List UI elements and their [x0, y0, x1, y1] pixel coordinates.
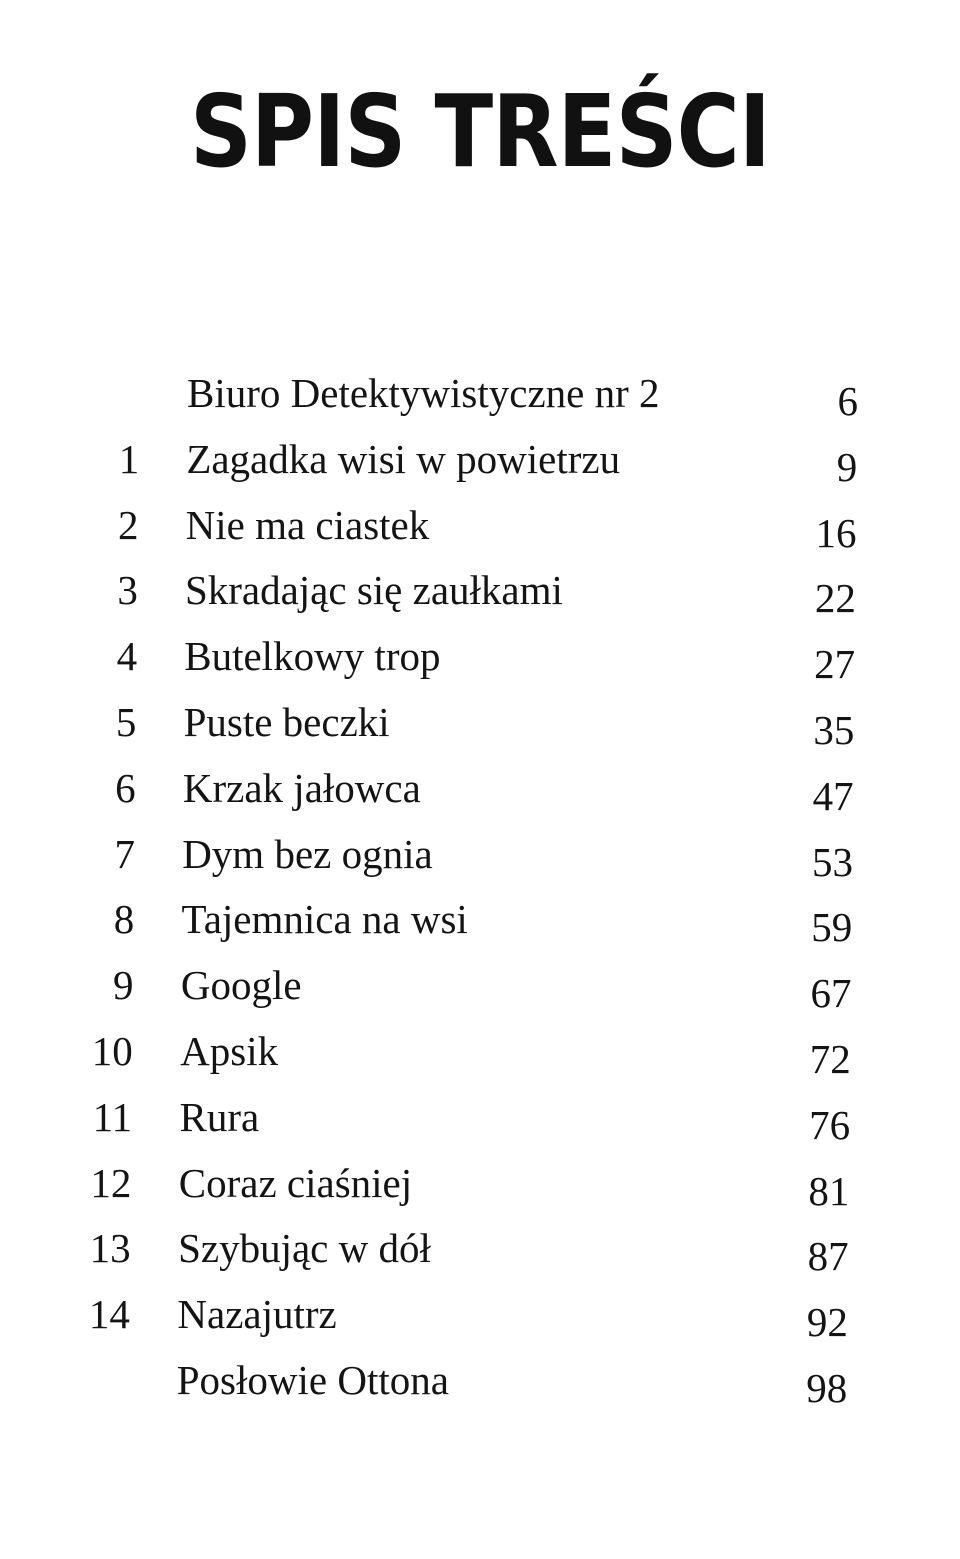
chapter-title: Google	[180, 962, 302, 1009]
chapter-title: Biuro Detektywistyczne nr 2	[187, 370, 660, 416]
chapter-number: 10	[91, 1028, 133, 1074]
chapter-title: Dym bez ognia	[182, 830, 433, 877]
toc-row	[0, 755, 960, 821]
chapter-title: Nazajutrz	[177, 1291, 337, 1338]
chapter-number: 7	[114, 830, 135, 877]
page-number: 35	[813, 707, 855, 753]
toc-row	[0, 1215, 960, 1281]
chapter-number: 2	[118, 501, 139, 548]
toc-row	[0, 492, 960, 558]
page-number: 81	[808, 1167, 850, 1214]
chapter-title: Nie ma ciastek	[185, 501, 430, 548]
page-number: 59	[811, 904, 853, 951]
chapter-number: 6	[115, 764, 136, 811]
toc-row	[0, 1084, 960, 1150]
chapter-title: Zagadka wisi w powietrzu	[186, 435, 621, 482]
chapter-number: 11	[92, 1093, 133, 1140]
chapter-number: 5	[115, 699, 137, 745]
page-number: 9	[836, 443, 858, 490]
chapter-number: 3	[117, 567, 138, 614]
page-number: 22	[814, 575, 856, 622]
toc-row	[0, 1018, 960, 1084]
toc-row	[0, 1347, 960, 1413]
page-title: SPIS TREŚCI	[189, 73, 771, 190]
chapter-title: Coraz ciaśniej	[178, 1159, 413, 1206]
chapter-title: Tajemnica na wsi	[181, 896, 468, 943]
page-number: 6	[837, 378, 858, 424]
page-number: 16	[815, 509, 857, 556]
toc-row	[0, 886, 960, 952]
toc-row	[0, 360, 960, 426]
page-number: 27	[814, 641, 856, 688]
toc-row	[0, 557, 960, 623]
toc-row	[0, 426, 960, 492]
page-number: 53	[811, 838, 853, 885]
toc-row	[0, 1281, 960, 1347]
page-number: 76	[809, 1101, 851, 1148]
page-number: 87	[807, 1233, 849, 1280]
chapter-number: 12	[90, 1159, 132, 1206]
toc-row	[0, 952, 960, 1018]
chapter-title: Apsik	[180, 1028, 279, 1074]
page-number: 92	[806, 1299, 848, 1346]
chapter-title: Posłowie Ottona	[176, 1357, 449, 1403]
chapter-title: Puste beczki	[183, 699, 390, 745]
toc-row	[0, 623, 960, 689]
page-number: 72	[809, 1036, 851, 1082]
chapter-number: 9	[113, 962, 134, 1009]
chapter-title: Rura	[179, 1093, 260, 1140]
toc-row	[0, 1150, 960, 1216]
chapter-title: Butelkowy trop	[184, 633, 441, 680]
chapter-title: Szybując w dół	[178, 1225, 431, 1272]
chapter-number: 13	[89, 1225, 131, 1272]
toc-row	[0, 821, 960, 887]
chapter-number: 8	[113, 896, 135, 943]
page-number: 67	[810, 970, 852, 1017]
chapter-title: Skradając się zaułkami	[184, 567, 563, 614]
page-number: 98	[806, 1365, 848, 1411]
chapter-title: Krzak jałowca	[182, 764, 421, 811]
chapter-number: 14	[88, 1291, 130, 1338]
page-number: 47	[812, 772, 854, 819]
chapter-number: 1	[118, 435, 140, 482]
chapter-number: 4	[116, 633, 138, 680]
toc-row	[0, 689, 960, 755]
